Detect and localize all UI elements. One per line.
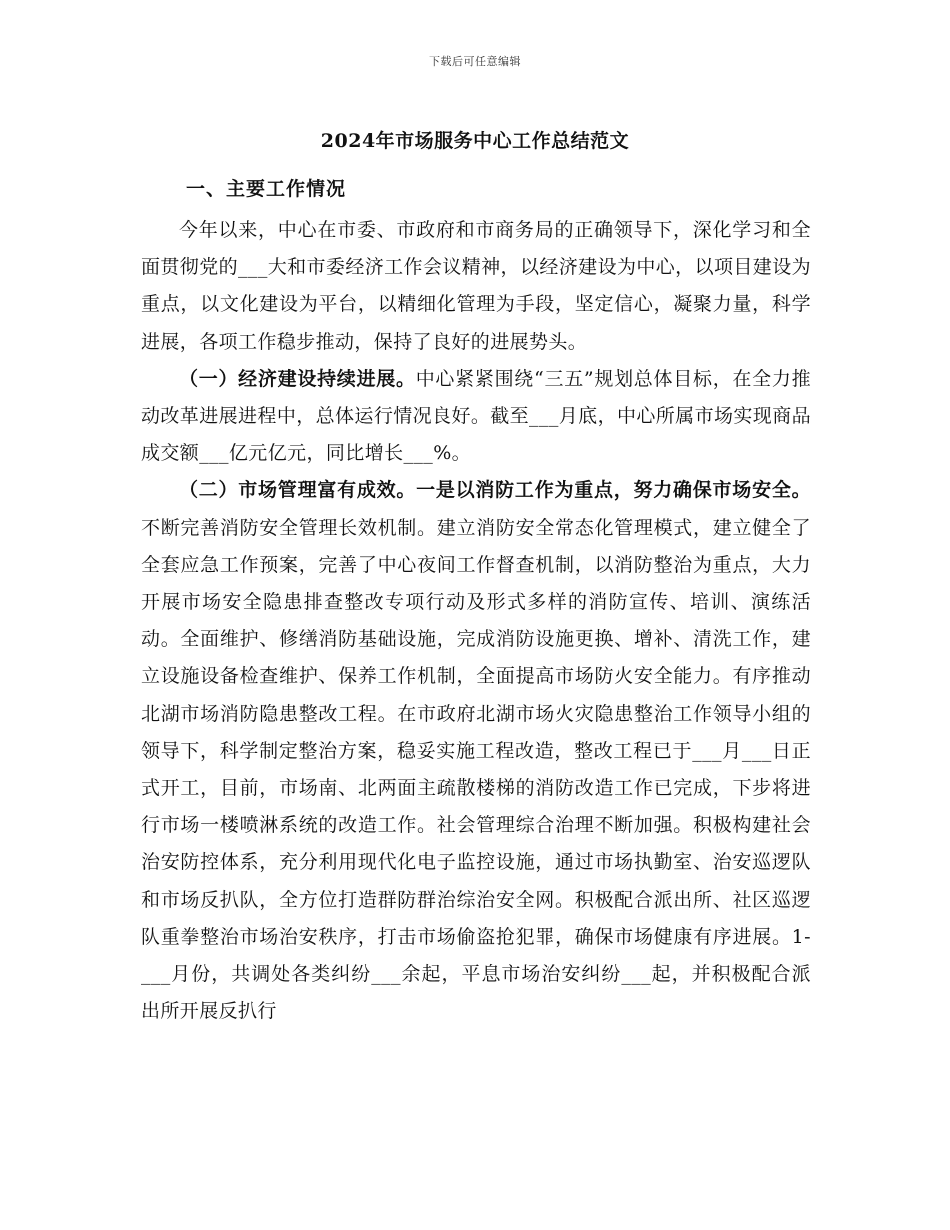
header-note: 下载后可任意编辑 [429,55,521,68]
management-paragraph [141,472,811,1030]
document-body [141,212,811,1030]
management-text: 不断完善消防安全管理长效机制。建立消防安全常态化管理模式，建立健全了全套应急工作预案，完善了中心夜间工作督查机制，以消防整治为重点，大力开展市场安全隐患排查整改专项行动及形式多样的消防宣传、培训、演练活动。全面维护、修缮消防基础设施，完成消防设施更换、增补、清洗工作，建立设施设备检查维护、保养工作机制，全面提高市场防火安全能力。有序推动北湖市场消防隐患整改工程。在市政府北湖市场火灾隐患整治工作领导小组的领导下，科学制定整治方案，稳妥实施工程改造，整改工程已于___月___日正式开工，目前，市场南、北两面主疏散楼梯的消防改造工作已完成，下步将进行市场一楼喷淋系统的改造工作。社会管理综合治理不断加强。积极构建社会治安防控体系，充分利用现代化电子监控设施，通过市场执勤室、治安巡逻队和市场反扒队，全方位打造群防群治综治安全网。积极配合派出所、社区巡逻队重拳整治市场治安秩序，打击市场偷盗抢犯罪，确保市场健康有序进展。1-___月份，共调处各类纠纷___余起，平息市场治安纠纷___起，并积极配合派出所开展反扒行 [141,516,811,1023]
document-title: 2024年市场服务中心工作总结范文 [320,130,630,152]
economic-text: 中心紧紧围绕“三五”规划总体目标，在全力推动改革进展进程中，总体运行情况良好。截至___月底，中心所属市场实现商品成交额___亿元亿元，同比增长___%。 [141,367,811,465]
section-heading: 一、主要工作情况 [186,178,347,200]
economic-heading: （一）经济建设持续进展。 [179,367,416,390]
management-heading: （二）市场管理富有成效。一是以消防工作为重点，努力确保市场安全。 [179,479,811,502]
intro-paragraph: 今年以来，中心在市委、市政府和市商务局的正确领导下，深化学习和全面贯彻党的___大和市委经济工作会议精神，以经济建设为中心，以项目建设为重点，以文化建设为平台，以精细化管理为手段，坚定信心，凝聚力量，科学进展，各项工作稳步推动，保持了良好的进展势头。 [141,219,811,353]
economic-paragraph [141,361,811,473]
